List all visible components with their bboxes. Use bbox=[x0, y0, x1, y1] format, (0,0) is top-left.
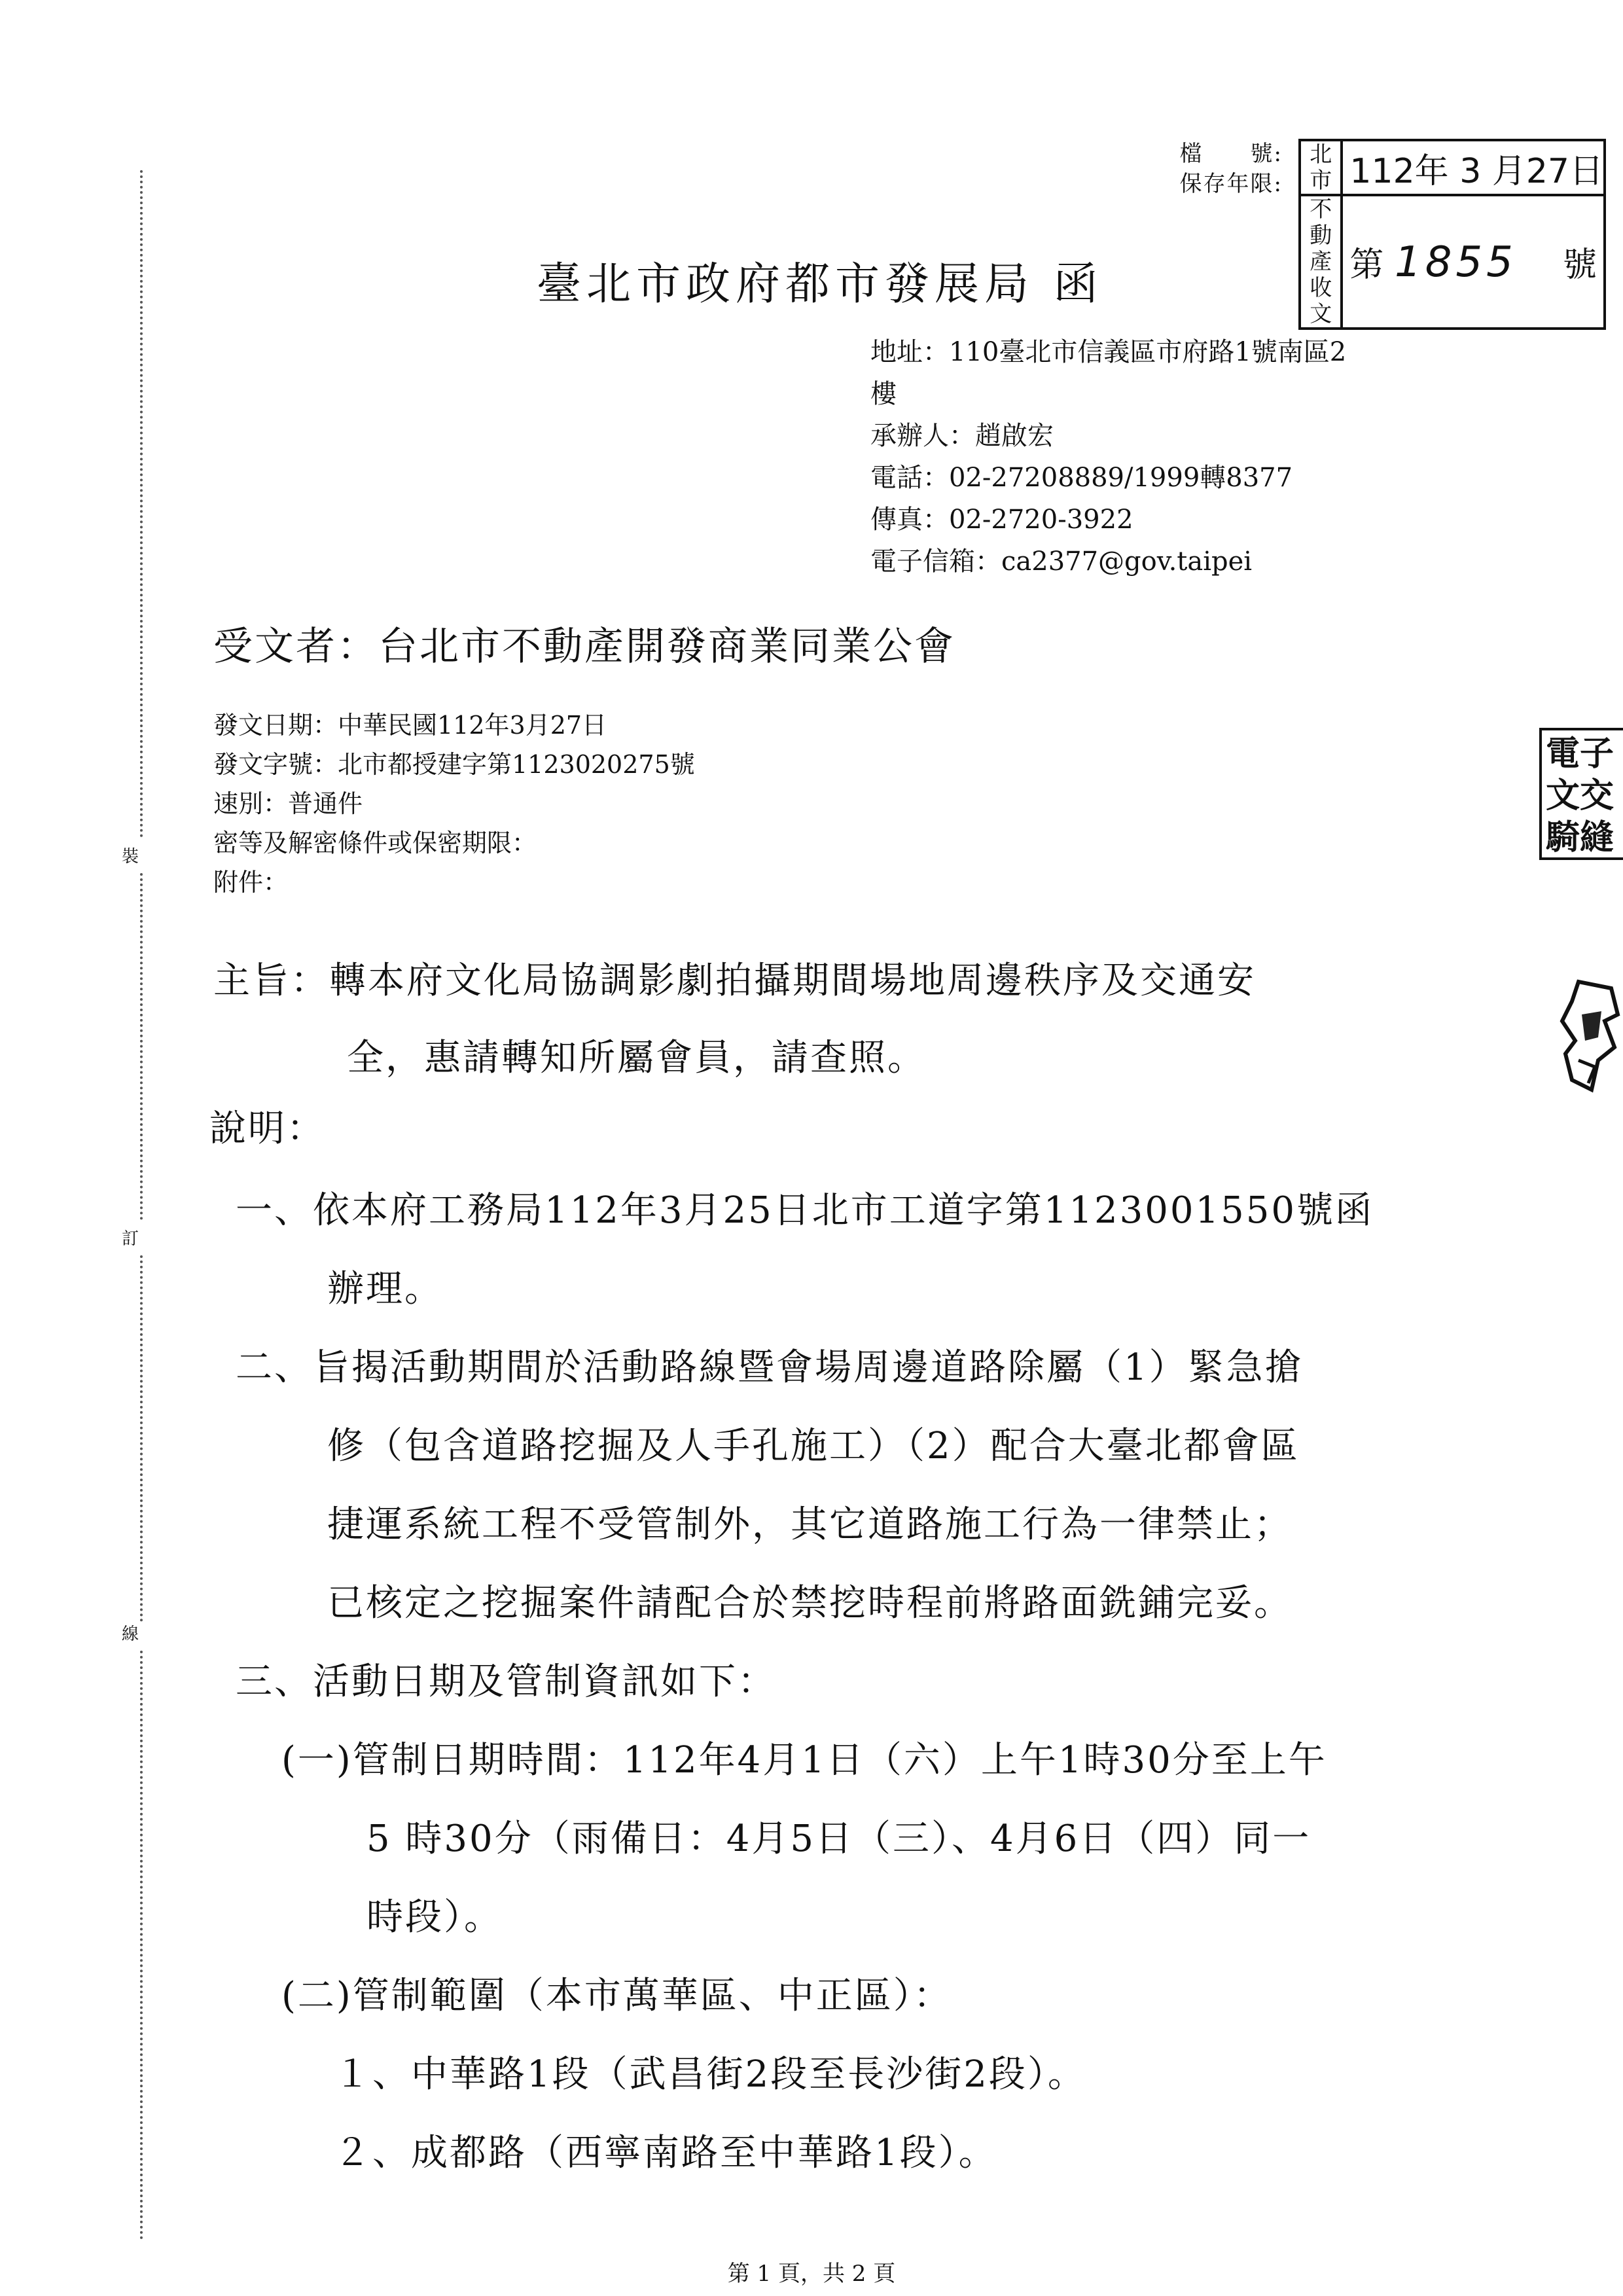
sub1-line3: 時段）。 bbox=[366, 1896, 503, 1939]
contact-email: 電子信箱：ca2377@gov.taipei bbox=[870, 547, 1253, 577]
binding-dotted-line-top bbox=[140, 170, 143, 838]
retention-label: 保存年限: bbox=[1179, 171, 1283, 197]
stamp-number-prefix: 第 bbox=[1349, 245, 1384, 285]
item1-line2: 辦理。 bbox=[327, 1268, 443, 1310]
meta-attachments: 附件： bbox=[213, 868, 289, 897]
sub2-line1: (二)管制範圍（本市萬華區、中正區）： bbox=[281, 1975, 952, 2017]
stamp-dept-text: 不動產 bbox=[1310, 196, 1332, 275]
page-footer: 第 1 頁，共 2 頁 bbox=[727, 2261, 896, 2287]
meta-confidentiality: 密等及解密條件或保密期限： bbox=[213, 829, 537, 857]
item3-line1: 三、活動日期及管制資訊如下： bbox=[236, 1660, 776, 1703]
item2-line4: 已核定之挖掘案件請配合於禁挖時程前將路面銑鋪完妥。 bbox=[327, 1582, 1293, 1624]
contact-phone: 電話：02-27208889/1999轉8377 bbox=[870, 463, 1293, 493]
subject bbox=[213, 942, 1457, 1097]
range-item-2: ２、成都路（西寧南路至中華路1段）。 bbox=[334, 2132, 997, 2174]
side-stamp-row3: 騎縫 bbox=[1546, 817, 1614, 857]
seal-fragment-icon bbox=[1552, 975, 1623, 1106]
item1-line1: 一、依本府工務局112年3月25日北市工道字第1123001550號函 bbox=[236, 1189, 1374, 1232]
contact-fax: 傳真：02-2720-3922 bbox=[870, 505, 1133, 535]
subject-line2: 全，惠請轉知所屬會員，請查照。 bbox=[347, 1037, 926, 1079]
recipient: 受文者：台北市不動產開發商業同業公會 bbox=[213, 624, 955, 670]
range-item-1: １、中華路1段（武昌街2段至長沙街2段）。 bbox=[334, 2053, 1086, 2096]
stamp-handwritten-number: 1855 bbox=[1394, 238, 1517, 287]
binding-mark-staple: 訂 bbox=[122, 1229, 139, 1249]
stamp-number-suffix: 號 bbox=[1562, 245, 1597, 285]
side-stamp-row1: 電子 bbox=[1546, 734, 1614, 774]
explanation-heading: 說明： bbox=[209, 1107, 325, 1150]
contact-address-line2: 樓 bbox=[870, 379, 897, 409]
archive-labels bbox=[1180, 139, 1283, 199]
sub1-line1: (一)管制日期時間：112年4月1日（六）上午1時30分至上午 bbox=[281, 1739, 1327, 1782]
stamp-received-text: 收文 bbox=[1310, 275, 1332, 327]
stamp-date: 112年 3 月27日 bbox=[1342, 140, 1605, 195]
stamp-org-label: 北市 bbox=[1300, 140, 1342, 195]
item2-line1: 二、旨揭活動期間於活動路線暨會場周邊道路除屬（1）緊急搶 bbox=[236, 1346, 1304, 1389]
subject-line1: 主旨：轉本府文化局協調影劇拍攝期間場地周邊秩序及交通安 bbox=[213, 960, 1256, 1002]
receipt-stamp bbox=[1298, 139, 1606, 327]
item2-line3: 捷運系統工程不受管制外，其它道路施工行為一律禁止； bbox=[327, 1503, 1293, 1546]
side-stamp-row2: 文交 bbox=[1546, 776, 1614, 816]
letterhead-title: 臺北市政府都市發展局 函 bbox=[537, 259, 1103, 310]
contact-block bbox=[870, 331, 1459, 583]
file-number-label: 檔 號: bbox=[1179, 141, 1283, 167]
document-meta bbox=[213, 706, 695, 902]
contact-handler: 承辦人：趙啟宏 bbox=[870, 421, 1054, 451]
binding-dotted-line-middle bbox=[140, 873, 143, 1220]
item2-line2: 修（包含道路挖掘及人手孔施工）（2）配合大臺北都會區 bbox=[327, 1425, 1300, 1467]
binding-dotted-line-bottom bbox=[140, 1651, 143, 2240]
side-seam-stamp bbox=[1539, 728, 1623, 860]
sub1-line2: 5 時30分（雨備日：4月5日（三）、4月6日（四）同一 bbox=[366, 1818, 1311, 1860]
binding-mark-line: 線 bbox=[122, 1624, 139, 1644]
binding-dotted-line-lower bbox=[140, 1255, 143, 1622]
meta-priority: 速別：普通件 bbox=[213, 789, 363, 818]
contact-address-line1: 地址：110臺北市信義區市府路1號南區2 bbox=[870, 337, 1347, 367]
binding-mark-bind: 裝 bbox=[122, 847, 139, 867]
stamp-dept-label bbox=[1300, 195, 1342, 329]
meta-date: 發文日期：中華民國112年3月27日 bbox=[213, 711, 607, 740]
explanation-items bbox=[236, 1172, 1466, 2193]
meta-doc-number: 發文字號：北市都授建字第1123020275號 bbox=[213, 750, 695, 779]
stamp-number bbox=[1342, 195, 1605, 329]
